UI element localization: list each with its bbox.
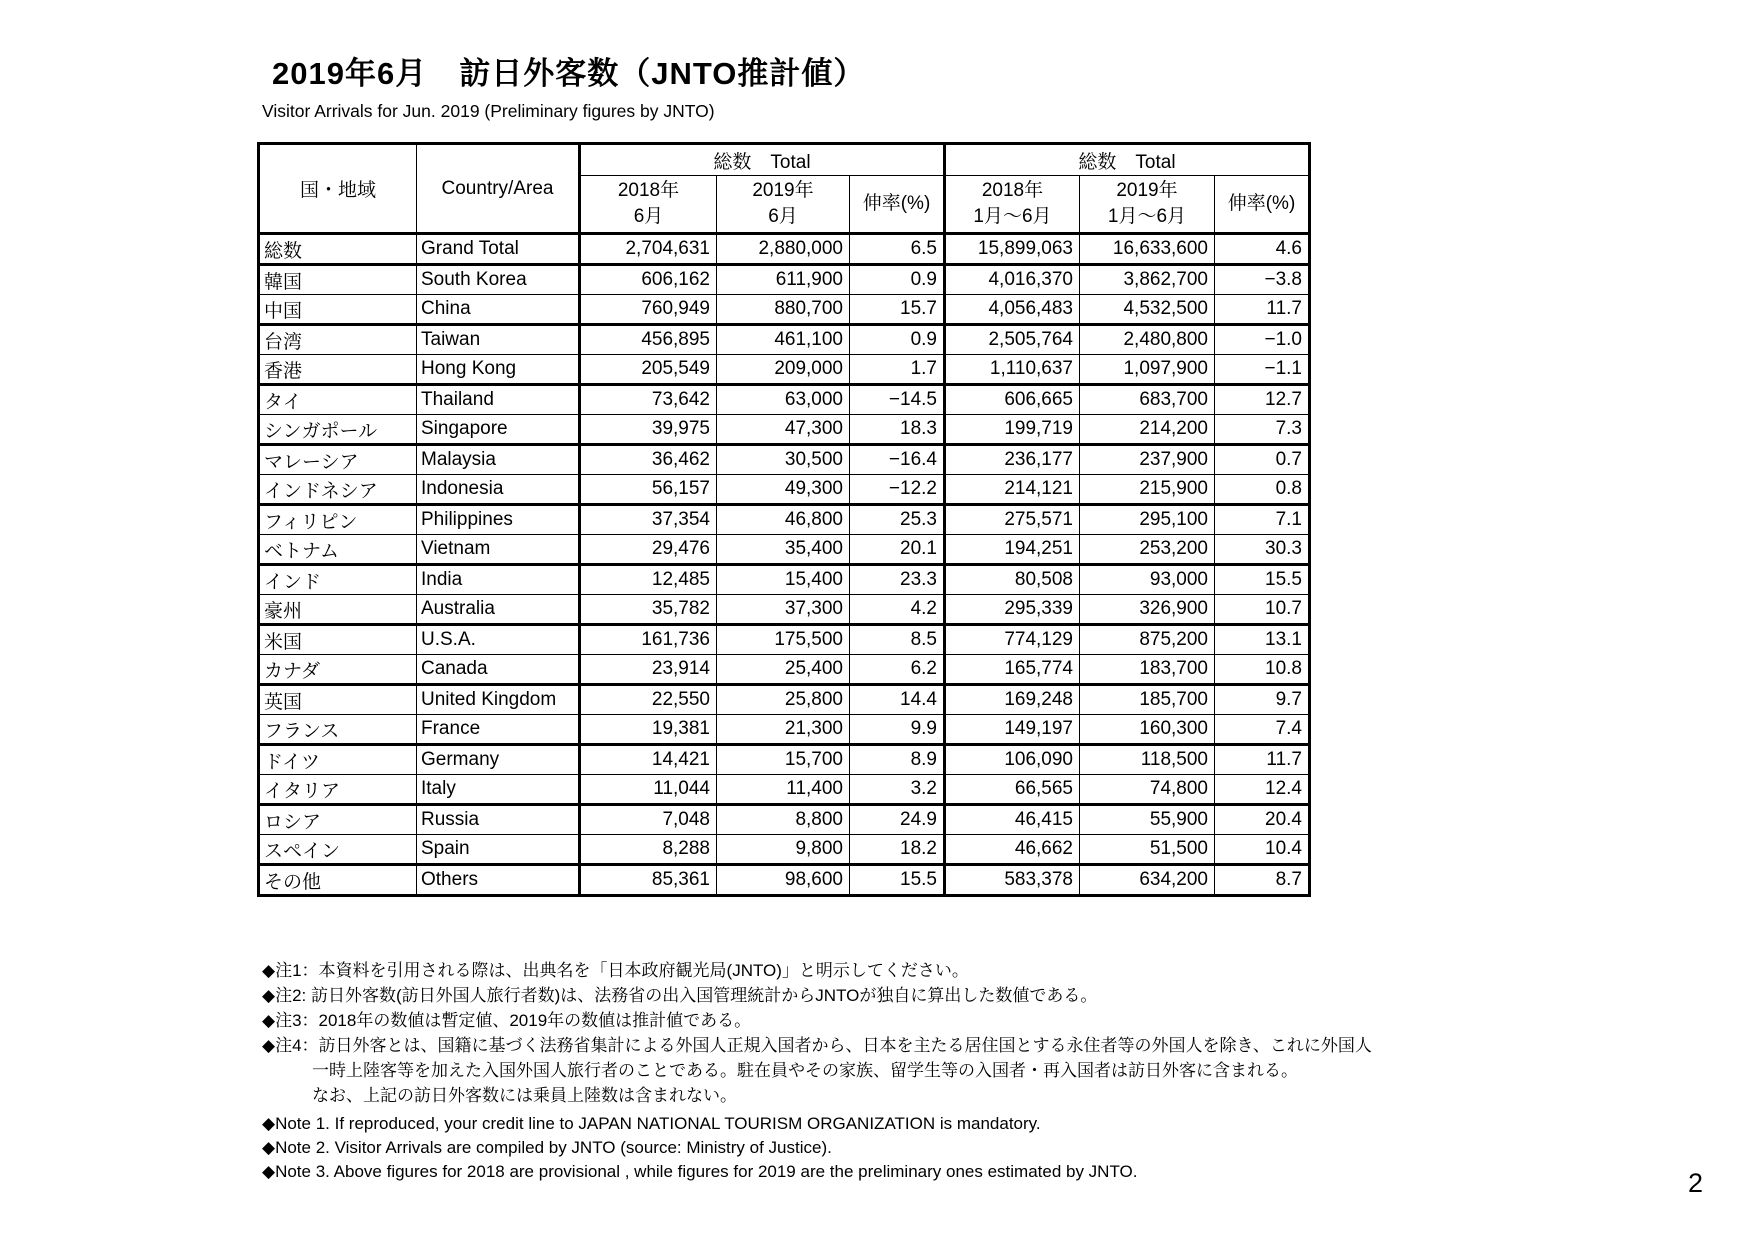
country-ja: 台湾 <box>259 325 417 355</box>
table-row <box>259 265 1310 295</box>
visitors-2019-halfyear: 183,700 <box>1080 655 1215 685</box>
visitors-2019-june: 175,500 <box>717 625 850 655</box>
subheader-2018-june: 2018年 6月 <box>580 176 717 234</box>
visitors-2019-june: 461,100 <box>717 325 850 355</box>
growth-june: 6.5 <box>850 234 945 265</box>
visitors-2018-halfyear: 199,719 <box>945 415 1080 445</box>
growth-halfyear: −1.0 <box>1215 325 1310 355</box>
growth-halfyear: 7.4 <box>1215 715 1310 745</box>
table-row <box>259 655 1310 685</box>
header-country-area-ja: 国・地域 <box>259 144 417 234</box>
note-line: なお、上記の訪日外客数には乗員上陸数は含まれない。 <box>312 1086 737 1105</box>
country-en: Malaysia <box>417 445 580 475</box>
growth-halfyear: 9.7 <box>1215 685 1310 715</box>
page-title: 2019年6月 訪日外客数（JNTO推計値） <box>272 56 866 91</box>
visitors-2019-june: 21,300 <box>717 715 850 745</box>
visitors-2018-june: 85,361 <box>580 865 717 896</box>
country-ja: フランス <box>259 715 417 745</box>
country-ja: ロシア <box>259 805 417 835</box>
growth-halfyear: 30.3 <box>1215 535 1310 565</box>
country-en: Others <box>417 865 580 896</box>
visitors-2018-june: 39,975 <box>580 415 717 445</box>
visitors-2019-june: 49,300 <box>717 475 850 505</box>
visitors-2018-june: 29,476 <box>580 535 717 565</box>
visitors-2019-june: 11,400 <box>717 775 850 805</box>
growth-june: 4.2 <box>850 595 945 625</box>
growth-halfyear: 12.7 <box>1215 385 1310 415</box>
growth-halfyear: −1.1 <box>1215 355 1310 385</box>
country-ja: 中国 <box>259 295 417 325</box>
growth-halfyear: 12.4 <box>1215 775 1310 805</box>
table-row <box>259 295 1310 325</box>
table-row <box>259 445 1310 475</box>
header-group-total-june: 総数 Total <box>580 144 945 176</box>
header-country-area-en: Country/Area <box>417 144 580 234</box>
growth-june: −14.5 <box>850 385 945 415</box>
visitors-2018-june: 35,782 <box>580 595 717 625</box>
growth-halfyear: 10.8 <box>1215 655 1310 685</box>
visitors-2018-june: 456,895 <box>580 325 717 355</box>
table-row <box>259 685 1310 715</box>
visitors-2019-halfyear: 185,700 <box>1080 685 1215 715</box>
country-ja: 総数 <box>259 234 417 265</box>
header-group-total-halfyear: 総数 Total <box>945 144 1310 176</box>
visitors-2019-june: 15,400 <box>717 565 850 595</box>
visitors-2018-halfyear: 606,665 <box>945 385 1080 415</box>
visitors-2018-halfyear: 583,378 <box>945 865 1080 896</box>
country-en: Germany <box>417 745 580 775</box>
table-row <box>259 325 1310 355</box>
table-row <box>259 385 1310 415</box>
country-ja: ベトナム <box>259 535 417 565</box>
visitors-2018-june: 2,704,631 <box>580 234 717 265</box>
note-line: ◆Note 1. If reproduced, your credit line to JAPAN NATIONAL TOURISM ORGANIZATION is mandatory. <box>262 1114 1041 1133</box>
visitors-2018-halfyear: 214,121 <box>945 475 1080 505</box>
growth-june: 3.2 <box>850 775 945 805</box>
country-ja: タイ <box>259 385 417 415</box>
visitors-2018-halfyear: 4,016,370 <box>945 265 1080 295</box>
note-line: ◆Note 2. Visitor Arrivals are compiled by JNTO (source: Ministry of Justice). <box>262 1138 832 1157</box>
country-en: Thailand <box>417 385 580 415</box>
growth-halfyear: 7.3 <box>1215 415 1310 445</box>
visitors-2019-june: 46,800 <box>717 505 850 535</box>
country-en: Russia <box>417 805 580 835</box>
visitors-2018-june: 37,354 <box>580 505 717 535</box>
visitors-2019-halfyear: 214,200 <box>1080 415 1215 445</box>
growth-june: −12.2 <box>850 475 945 505</box>
visitors-2018-halfyear: 275,571 <box>945 505 1080 535</box>
growth-halfyear: 7.1 <box>1215 505 1310 535</box>
visitors-2018-june: 161,736 <box>580 625 717 655</box>
visitors-2019-halfyear: 253,200 <box>1080 535 1215 565</box>
visitors-2018-halfyear: 2,505,764 <box>945 325 1080 355</box>
subheader-2018-halfyear: 2018年 1月～6月 <box>945 176 1080 234</box>
table-row <box>259 505 1310 535</box>
table-row <box>259 715 1310 745</box>
visitors-2019-halfyear: 4,532,500 <box>1080 295 1215 325</box>
table-row <box>259 535 1310 565</box>
country-ja: インド <box>259 565 417 595</box>
country-en: Australia <box>417 595 580 625</box>
subheader-growth-june: 伸率(%) <box>850 176 945 234</box>
country-en: Spain <box>417 835 580 865</box>
growth-june: 25.3 <box>850 505 945 535</box>
visitors-2018-halfyear: 1,110,637 <box>945 355 1080 385</box>
country-en: Hong Kong <box>417 355 580 385</box>
growth-june: 8.5 <box>850 625 945 655</box>
country-en: Canada <box>417 655 580 685</box>
note-line: ◆注4：訪日外客とは、国籍に基づく法務省集計による外国人正規入国者から、日本を主たる居住国とする永住者等の外国人を除き、これに外国人 <box>262 1036 1372 1055</box>
growth-june: 14.4 <box>850 685 945 715</box>
visitors-2018-june: 12,485 <box>580 565 717 595</box>
table-row <box>259 234 1310 265</box>
visitors-2019-june: 35,400 <box>717 535 850 565</box>
visitors-2018-halfyear: 169,248 <box>945 685 1080 715</box>
visitors-2019-halfyear: 74,800 <box>1080 775 1215 805</box>
growth-june: −16.4 <box>850 445 945 475</box>
country-ja: 韓国 <box>259 265 417 295</box>
country-en: U.S.A. <box>417 625 580 655</box>
country-en: Philippines <box>417 505 580 535</box>
visitors-2019-june: 63,000 <box>717 385 850 415</box>
visitors-2018-june: 760,949 <box>580 295 717 325</box>
growth-june: 24.9 <box>850 805 945 835</box>
subheader-growth-halfyear: 伸率(%) <box>1215 176 1310 234</box>
visitor-arrivals-table <box>257 142 1311 897</box>
country-ja: シンガポール <box>259 415 417 445</box>
table-row <box>259 745 1310 775</box>
visitors-2019-halfyear: 93,000 <box>1080 565 1215 595</box>
visitors-2018-june: 7,048 <box>580 805 717 835</box>
visitors-2018-june: 606,162 <box>580 265 717 295</box>
table-row <box>259 355 1310 385</box>
visitors-2018-june: 23,914 <box>580 655 717 685</box>
visitors-2019-halfyear: 3,862,700 <box>1080 265 1215 295</box>
title-block <box>262 48 865 122</box>
visitors-2018-halfyear: 149,197 <box>945 715 1080 745</box>
growth-halfyear: 0.8 <box>1215 475 1310 505</box>
visitors-2018-halfyear: 4,056,483 <box>945 295 1080 325</box>
growth-halfyear: 10.7 <box>1215 595 1310 625</box>
visitors-2018-halfyear: 194,251 <box>945 535 1080 565</box>
growth-june: 8.9 <box>850 745 945 775</box>
country-ja: インドネシア <box>259 475 417 505</box>
visitors-2018-june: 22,550 <box>580 685 717 715</box>
visitors-2019-halfyear: 634,200 <box>1080 865 1215 896</box>
table-row <box>259 865 1310 896</box>
growth-june: 0.9 <box>850 325 945 355</box>
table-row <box>259 625 1310 655</box>
note-line: ◆注2: 訪日外客数(訪日外国人旅行者数)は、法務省の出入国管理統計からJNTOが独自に算出した数値である。 <box>262 986 1098 1005</box>
country-ja: 香港 <box>259 355 417 385</box>
visitors-2019-june: 209,000 <box>717 355 850 385</box>
visitors-2018-june: 205,549 <box>580 355 717 385</box>
growth-halfyear: 15.5 <box>1215 565 1310 595</box>
growth-june: 0.9 <box>850 265 945 295</box>
country-en: Vietnam <box>417 535 580 565</box>
page-subtitle: Visitor Arrivals for Jun. 2019 (Preliminary figures by JNTO) <box>262 101 715 121</box>
table-row <box>259 595 1310 625</box>
country-ja: 豪州 <box>259 595 417 625</box>
visitors-2018-halfyear: 295,339 <box>945 595 1080 625</box>
page-number: 2 <box>1688 1168 1704 1198</box>
visitors-2019-halfyear: 326,900 <box>1080 595 1215 625</box>
growth-halfyear: 11.7 <box>1215 745 1310 775</box>
country-ja: その他 <box>259 865 417 896</box>
country-en: India <box>417 565 580 595</box>
visitors-2018-june: 36,462 <box>580 445 717 475</box>
table-row <box>259 835 1310 865</box>
subheader-2019-june: 2019年 6月 <box>717 176 850 234</box>
country-ja: 英国 <box>259 685 417 715</box>
header-row-groups <box>259 144 1310 176</box>
visitors-2018-june: 14,421 <box>580 745 717 775</box>
visitors-2019-halfyear: 2,480,800 <box>1080 325 1215 355</box>
visitors-2018-halfyear: 774,129 <box>945 625 1080 655</box>
growth-june: 6.2 <box>850 655 945 685</box>
visitors-2019-halfyear: 55,900 <box>1080 805 1215 835</box>
country-en: Grand Total <box>417 234 580 265</box>
visitors-2019-halfyear: 683,700 <box>1080 385 1215 415</box>
notes-english <box>262 1112 1137 1184</box>
country-ja: イタリア <box>259 775 417 805</box>
visitors-2018-june: 19,381 <box>580 715 717 745</box>
visitors-2019-june: 98,600 <box>717 865 850 896</box>
visitors-2019-halfyear: 215,900 <box>1080 475 1215 505</box>
visitors-2018-june: 56,157 <box>580 475 717 505</box>
visitors-2019-june: 47,300 <box>717 415 850 445</box>
country-ja: 米国 <box>259 625 417 655</box>
visitors-2019-june: 37,300 <box>717 595 850 625</box>
visitors-2018-halfyear: 15,899,063 <box>945 234 1080 265</box>
visitors-2019-june: 15,700 <box>717 745 850 775</box>
country-en: Italy <box>417 775 580 805</box>
visitors-2019-june: 9,800 <box>717 835 850 865</box>
visitors-2018-halfyear: 236,177 <box>945 445 1080 475</box>
visitors-2018-june: 8,288 <box>580 835 717 865</box>
table-row <box>259 805 1310 835</box>
growth-halfyear: 10.4 <box>1215 835 1310 865</box>
visitors-2018-june: 11,044 <box>580 775 717 805</box>
visitors-2019-halfyear: 16,633,600 <box>1080 234 1215 265</box>
visitors-2019-halfyear: 237,900 <box>1080 445 1215 475</box>
visitors-2019-halfyear: 875,200 <box>1080 625 1215 655</box>
visitors-2019-halfyear: 160,300 <box>1080 715 1215 745</box>
country-ja: ドイツ <box>259 745 417 775</box>
note-line: ◆Note 3. Above figures for 2018 are provisional , while figures for 2019 are the preliminary ones estimated by JNTO. <box>262 1162 1138 1181</box>
growth-june: 18.2 <box>850 835 945 865</box>
visitors-2019-june: 25,400 <box>717 655 850 685</box>
growth-halfyear: 13.1 <box>1215 625 1310 655</box>
growth-halfyear: −3.8 <box>1215 265 1310 295</box>
country-ja: カナダ <box>259 655 417 685</box>
visitors-2018-halfyear: 106,090 <box>945 745 1080 775</box>
growth-june: 20.1 <box>850 535 945 565</box>
growth-halfyear: 4.6 <box>1215 234 1310 265</box>
table-row <box>259 475 1310 505</box>
visitors-2018-halfyear: 46,415 <box>945 805 1080 835</box>
note-line: ◆注3：2018年の数値は暫定値、2019年の数値は推計値である。 <box>262 1011 752 1030</box>
visitors-2019-halfyear: 118,500 <box>1080 745 1215 775</box>
growth-june: 9.9 <box>850 715 945 745</box>
growth-halfyear: 11.7 <box>1215 295 1310 325</box>
visitors-2019-june: 880,700 <box>717 295 850 325</box>
growth-halfyear: 8.7 <box>1215 865 1310 896</box>
visitors-2019-june: 25,800 <box>717 685 850 715</box>
note-line: ◆注1：本資料を引用される際は、出典名を「日本政府観光局(JNTO)」と明示してください。 <box>262 961 969 980</box>
visitors-2018-halfyear: 80,508 <box>945 565 1080 595</box>
table-row <box>259 775 1310 805</box>
country-en: Indonesia <box>417 475 580 505</box>
subheader-2019-halfyear: 2019年 1月～6月 <box>1080 176 1215 234</box>
visitors-2019-june: 611,900 <box>717 265 850 295</box>
country-en: United Kingdom <box>417 685 580 715</box>
visitors-2019-june: 30,500 <box>717 445 850 475</box>
country-ja: フィリピン <box>259 505 417 535</box>
growth-june: 15.5 <box>850 865 945 896</box>
visitors-2018-halfyear: 46,662 <box>945 835 1080 865</box>
visitors-2018-halfyear: 66,565 <box>945 775 1080 805</box>
table-body <box>259 234 1310 896</box>
growth-halfyear: 20.4 <box>1215 805 1310 835</box>
note-line: 一時上陸客等を加えた入国外国人旅行者のことである。駐在員やその家族、留学生等の入国者・再入国者は訪日外客に含まれる。 <box>312 1061 1298 1080</box>
country-en: France <box>417 715 580 745</box>
visitors-2019-halfyear: 1,097,900 <box>1080 355 1215 385</box>
visitors-2018-june: 73,642 <box>580 385 717 415</box>
growth-june: 18.3 <box>850 415 945 445</box>
country-en: Taiwan <box>417 325 580 355</box>
growth-june: 15.7 <box>850 295 945 325</box>
country-en: China <box>417 295 580 325</box>
country-ja: マレーシア <box>259 445 417 475</box>
growth-june: 23.3 <box>850 565 945 595</box>
visitors-2019-halfyear: 51,500 <box>1080 835 1215 865</box>
table-row <box>259 565 1310 595</box>
notes-japanese <box>262 958 1372 1108</box>
country-en: South Korea <box>417 265 580 295</box>
visitors-2019-june: 8,800 <box>717 805 850 835</box>
visitors-2019-june: 2,880,000 <box>717 234 850 265</box>
country-ja: スペイン <box>259 835 417 865</box>
visitors-2019-halfyear: 295,100 <box>1080 505 1215 535</box>
country-en: Singapore <box>417 415 580 445</box>
table-row <box>259 415 1310 445</box>
growth-june: 1.7 <box>850 355 945 385</box>
growth-halfyear: 0.7 <box>1215 445 1310 475</box>
visitors-2018-halfyear: 165,774 <box>945 655 1080 685</box>
